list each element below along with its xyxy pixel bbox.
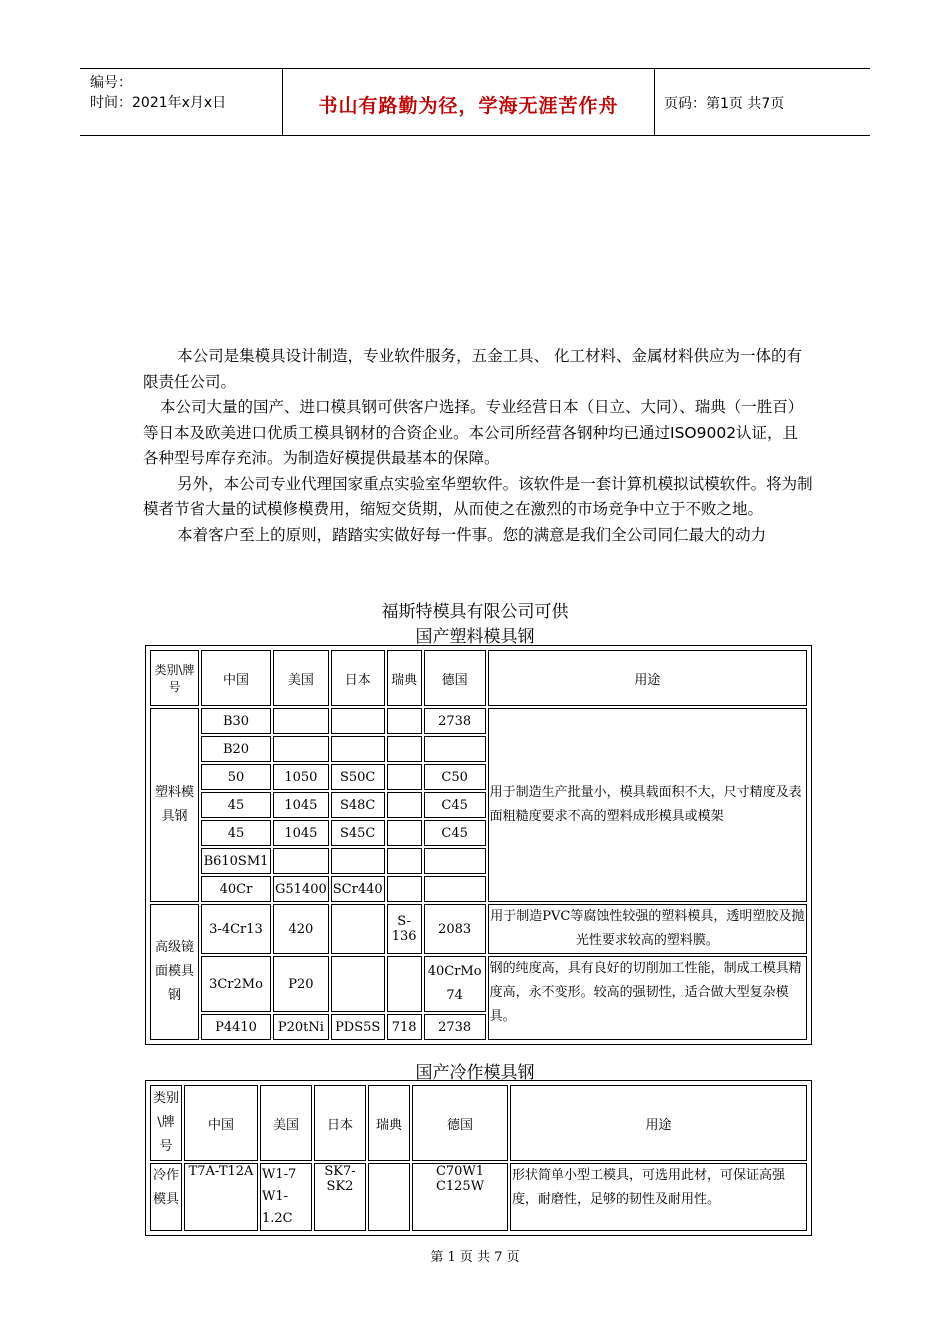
header-cell: 德国	[424, 650, 486, 706]
cell: S50C	[331, 764, 385, 790]
table-row	[150, 956, 807, 1012]
cell: 1045	[273, 792, 329, 818]
header-cell: 美国	[273, 650, 329, 706]
cell: 45	[201, 820, 271, 846]
cell: 2083	[424, 904, 486, 954]
cell	[331, 904, 385, 954]
cold-work-steel-table	[145, 1080, 812, 1236]
cell: 718	[387, 1014, 422, 1040]
header-cell: 瑞典	[368, 1085, 410, 1161]
cell	[331, 956, 385, 1012]
cell: 1050	[273, 764, 329, 790]
category-cell: 冷作模具	[150, 1163, 182, 1231]
cell: G51400	[273, 876, 329, 902]
table	[148, 648, 809, 1042]
table	[148, 1083, 809, 1233]
table-row	[150, 708, 807, 734]
cell: B30	[201, 708, 271, 734]
paragraph: 本着客户至上的原则，踏踏实实做好每一件事。您的满意是我们全公司同仁最大的动力	[177, 525, 767, 544]
company-caption: 福斯特模具有限公司可供	[381, 602, 569, 622]
cell: C50	[424, 764, 486, 790]
cell: 3Cr2Mo	[201, 956, 271, 1012]
cell: 420	[273, 904, 329, 954]
table1-title: 国产塑料模具钢	[415, 627, 535, 647]
header-cell: 瑞典	[387, 650, 422, 706]
cell	[424, 736, 486, 762]
cell	[331, 708, 385, 734]
cell	[387, 764, 422, 790]
cell	[387, 820, 422, 846]
cell	[387, 848, 422, 874]
category-cell: 高级镜面模具钢	[150, 904, 199, 1040]
header-page-info: 页码：第1页 共7页	[664, 96, 785, 112]
cell: B610SM1	[201, 848, 271, 874]
header-motto: 书山有路勤为径，学海无涯苦作舟	[318, 95, 619, 117]
header-cell: 类别\牌号	[150, 650, 199, 706]
header-cell: 用途	[510, 1085, 807, 1161]
cell: 2738	[424, 1014, 486, 1040]
header-cell: 用途	[488, 650, 807, 706]
header-cell: 中国	[184, 1085, 258, 1161]
header-cell: 中国	[201, 650, 271, 706]
category-cell: 塑料模具钢	[150, 708, 199, 902]
header-cell: 美国	[260, 1085, 312, 1161]
cell	[368, 1163, 410, 1231]
cell: 45	[201, 792, 271, 818]
header-cell: 类别\牌号	[150, 1085, 182, 1161]
header-row	[150, 650, 807, 706]
use-cell: 形状简单小型工模具，可选用此材，可保证高强度，耐磨性，足够的韧性及耐用性。	[510, 1163, 807, 1231]
header-cell: 德国	[412, 1085, 508, 1161]
cell	[387, 708, 422, 734]
cell: S45C	[331, 820, 385, 846]
cell: P4410	[201, 1014, 271, 1040]
header-row	[150, 1085, 807, 1161]
paragraph: 本公司大量的国产、进口模具钢可供客户选择。专业经营日本（日立、大同）、瑞典（一胜百）等日本及欧美进口优质工模具钢材的合资企业。本公司所经营各钢种均已通过ISO9002认证，且各种型号库存充沛。为制造好模提供最基本的保障。	[143, 398, 804, 467]
cell: 2738	[424, 708, 486, 734]
cell: S-136	[387, 904, 422, 954]
cell: W1-7 W1-1.2C	[260, 1163, 312, 1231]
cell	[273, 708, 329, 734]
cell: SCr440	[331, 876, 385, 902]
cell	[331, 848, 385, 874]
cell	[387, 792, 422, 818]
paragraph: 本公司是集模具设计制造，专业软件服务，五金工具、 化工材料、金属材料供应为一体的有限责任公司。	[143, 347, 803, 391]
cell: P20	[273, 956, 329, 1012]
cell	[273, 848, 329, 874]
time-label: 时间：2021年x月x日	[90, 95, 227, 111]
cell: C70W1 C125W	[412, 1163, 508, 1231]
intro-text	[143, 344, 813, 548]
cell: 40Cr	[201, 876, 271, 902]
cell: 3-4Cr13	[201, 904, 271, 954]
cell: P20tNi	[273, 1014, 329, 1040]
cell: PDS5S	[331, 1014, 385, 1040]
page-footer: 第 1 页 共 7 页	[430, 1250, 520, 1265]
cell	[273, 736, 329, 762]
header-meta	[90, 73, 226, 113]
cell: C45	[424, 820, 486, 846]
cell: T7A-T12A	[184, 1163, 258, 1231]
cell: 40CrMo74	[424, 956, 486, 1012]
cell	[331, 736, 385, 762]
use-cell: 钢的纯度高，具有良好的切削加工性能，制成工模具精度高，永不变形。较高的强韧性，适合做大型复杂模具。	[488, 956, 807, 1040]
paragraph: 另外，本公司专业代理国家重点实验室华塑软件。该软件是一套计算机模拟试模软件。将为制模者节省大量的试模修模费用，缩短交货期，从而使之在激烈的市场竞争中立于不败之地。	[143, 474, 813, 518]
table-row	[150, 1163, 807, 1231]
table-row	[150, 904, 807, 954]
cell: C45	[424, 792, 486, 818]
header-divider	[654, 69, 655, 135]
header-cell: 日本	[331, 650, 385, 706]
cell: S48C	[331, 792, 385, 818]
table2-title: 国产冷作模具钢	[415, 1063, 535, 1083]
plastic-mold-steel-table	[145, 645, 812, 1045]
cell: 1045	[273, 820, 329, 846]
number-label: 编号：	[90, 75, 132, 91]
cell	[424, 848, 486, 874]
cell	[387, 736, 422, 762]
cell: SK7-SK2	[314, 1163, 366, 1231]
cell: 50	[201, 764, 271, 790]
page-header	[80, 68, 870, 136]
header-cell: 日本	[314, 1085, 366, 1161]
use-cell: 用于制造PVC等腐蚀性较强的塑料模具，透明塑胶及抛光性要求较高的塑料膜。	[488, 904, 807, 954]
cell: B20	[201, 736, 271, 762]
cell	[387, 956, 422, 1012]
cell	[424, 876, 486, 902]
cell	[387, 876, 422, 902]
use-cell: 用于制造生产批量小，模具载面积不大，尺寸精度及表面粗糙度要求不高的塑料成形模具或模架	[488, 708, 807, 902]
